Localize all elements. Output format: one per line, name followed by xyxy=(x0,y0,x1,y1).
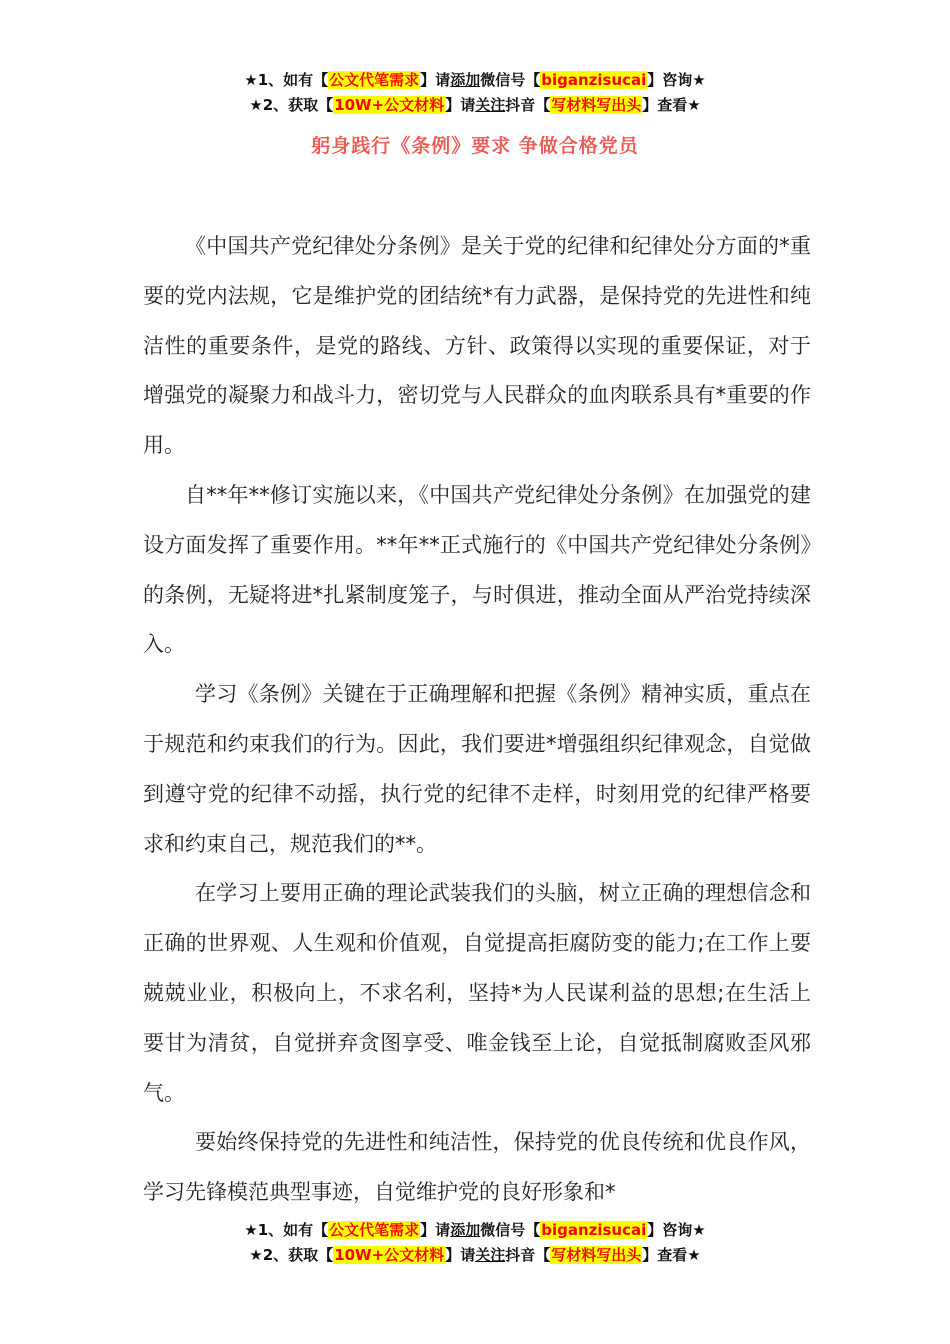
notice-text: 抖音【 xyxy=(505,96,551,114)
highlight-wechat-id: biganzisucai xyxy=(541,1221,647,1239)
paragraph: 自**年**修订实施以来，《中国共产党纪律处分条例》在加强党的建设方面发挥了重要作用。**年**正式施行的《中国共产党纪律处分条例》的条例，无疑将进*扎紧制度笼子，与时俱进，推动全面从严治党持续深入。 xyxy=(143,482,811,657)
footer-notice xyxy=(0,1218,950,1268)
highlight-douyin-account: 写材料写出头 xyxy=(551,1246,642,1264)
header-notice xyxy=(0,68,950,118)
notice-text: 】请 xyxy=(420,71,451,89)
highlight-douyin-account: 写材料写出头 xyxy=(551,96,642,114)
notice-line-2 xyxy=(0,1243,950,1268)
paragraph: 要始终保持党的先进性和纯洁性，保持党的优良传统和优良作风，学习先锋模范典型事迹，自觉维护党的良好形象和* xyxy=(143,1130,811,1205)
notice-text: 】请 xyxy=(445,96,476,114)
notice-text: ★2、获取【 xyxy=(249,1246,334,1264)
notice-line-1 xyxy=(0,68,950,93)
notice-text: 微信号【 xyxy=(480,71,541,89)
highlight-wechat-id: biganzisucai xyxy=(541,71,647,89)
document-title: 躬身践行《条例》要求 争做合格党员 xyxy=(311,135,639,157)
document-body xyxy=(143,222,811,1218)
notice-text: 微信号【 xyxy=(480,1221,541,1239)
highlight-ghostwriting: 公文代笔需求 xyxy=(329,71,420,89)
highlight-materials: 10W+公文材料 xyxy=(334,1246,445,1264)
notice-emphasis: 添加 xyxy=(450,71,481,89)
notice-text: 】查看★ xyxy=(642,1246,701,1264)
notice-text: ★2、获取【 xyxy=(249,96,334,114)
notice-emphasis: 关注 xyxy=(475,96,506,114)
notice-text: 】查看★ xyxy=(642,96,701,114)
paragraph: 在学习上要用正确的理论武装我们的头脑，树立正确的理想信念和正确的世界观、人生观和价值观，自觉提高拒腐防变的能力;在工作上要兢兢业业，积极向上，不求名利，坚持*为人民谋利益的思想;在生活上要甘为清贫，自觉拼弃贪图享受、唯金钱至上论，自觉抵制腐败歪风邪气。 xyxy=(143,881,811,1105)
notice-text: 】咨询★ xyxy=(647,71,706,89)
notice-text: 】请 xyxy=(445,1246,476,1264)
notice-text: 抖音【 xyxy=(505,1246,551,1264)
paragraph: 《中国共产党纪律处分条例》是关于党的纪律和纪律处分方面的*重要的党内法规，它是维护党的团结统*有力武器，是保持党的先进性和纯洁性的重要条件，是党的路线、方针、政策得以实现的重要保证，对于增强党的凝聚力和战斗力，密切党与人民群众的血肉联系具有*重要的作用。 xyxy=(143,234,811,458)
notice-emphasis: 关注 xyxy=(475,1246,506,1264)
highlight-materials: 10W+公文材料 xyxy=(334,96,445,114)
notice-line-2 xyxy=(0,93,950,118)
paragraph: 学习《条例》关键在于正确理解和把握《条例》精神实质，重点在于规范和约束我们的行为。因此，我们要进*增强组织纪律观念，自觉做到遵守党的纪律不动摇，执行党的纪律不走样，时刻用党的纪律严格要求和约束自己，规范我们的**。 xyxy=(143,682,811,856)
highlight-ghostwriting: 公文代笔需求 xyxy=(329,1221,420,1239)
notice-text: ★1、如有【 xyxy=(244,1221,329,1239)
notice-line-1 xyxy=(0,1218,950,1243)
notice-text: 】请 xyxy=(420,1221,451,1239)
notice-emphasis: 添加 xyxy=(450,1221,481,1239)
notice-text: 】咨询★ xyxy=(647,1221,706,1239)
notice-text: ★1、如有【 xyxy=(244,71,329,89)
